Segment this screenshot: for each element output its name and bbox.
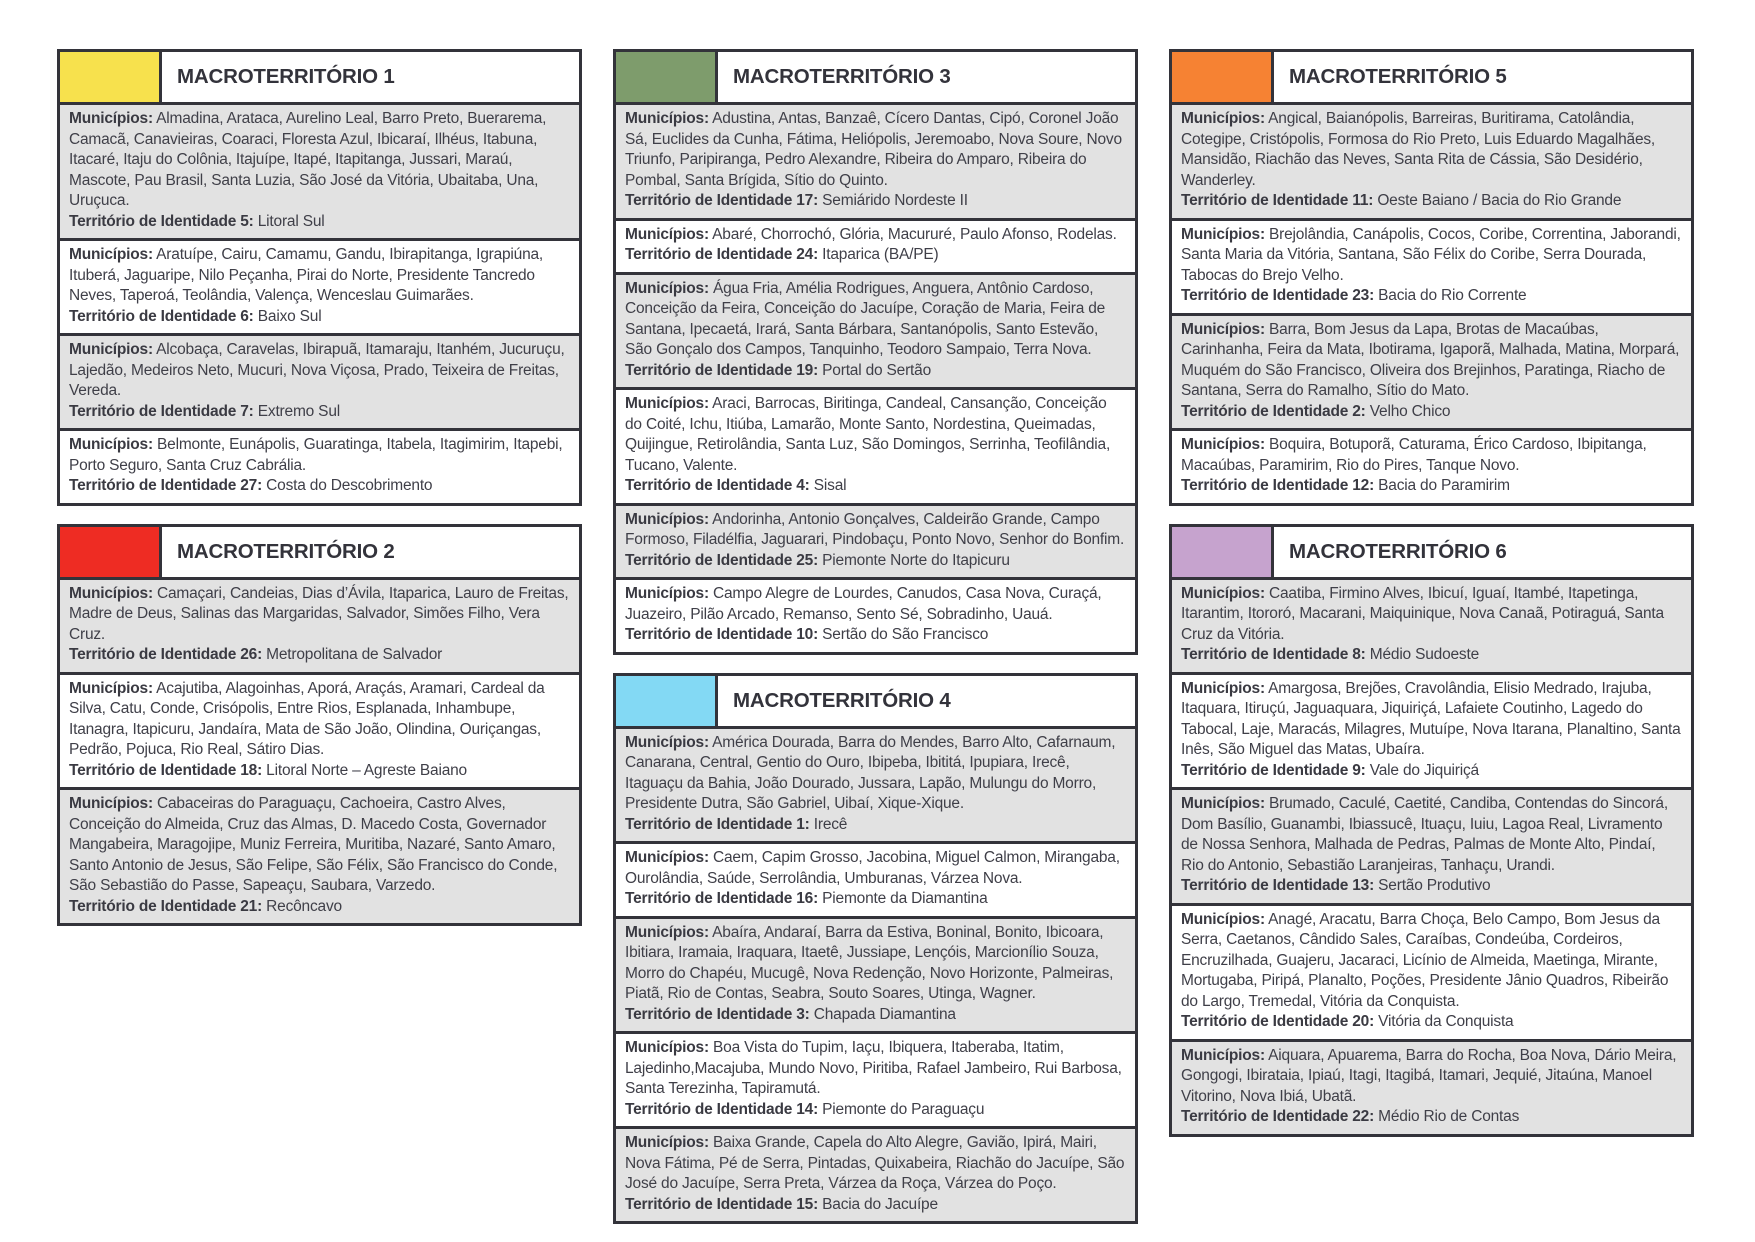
territorio-line <box>69 402 570 423</box>
macro-title: MACROTERRITÓRIO 1 <box>177 65 395 88</box>
municipios-line <box>1181 794 1682 876</box>
territorio-name: Médio Rio de Contas <box>1378 1108 1520 1125</box>
territorio-line <box>69 212 570 233</box>
territorio-label: Território de Identidade 20: <box>1181 1013 1375 1030</box>
territory-block <box>57 787 582 926</box>
municipios-list: Brejolândia, Canápolis, Cocos, Coribe, Correntina, Jaborandi, Santa Maria da Vitória, Santana, São Félix do Coribe, Serra Dourada, Tabocas do Brejo Velho. <box>1181 225 1681 284</box>
territorio-name: Baixo Sul <box>257 307 322 325</box>
territorio-name: Piemonte da Diamantina <box>822 890 988 907</box>
territorio-line <box>625 476 1126 497</box>
territorio-name: Semiárido Nordeste II <box>822 192 968 209</box>
territorio-name: Vale do Jiquiriçá <box>1369 761 1479 779</box>
territory-block <box>1169 428 1694 506</box>
color-swatch <box>613 673 718 729</box>
territorio-label: Território de Identidade 27: <box>69 477 263 494</box>
municipios-list: Campo Alegre de Lourdes, Canudos, Casa Nova, Curaçá, Juazeiro, Pilão Arcado, Remanso, Sento Sé, Sobradinho, Uauá. <box>625 585 1102 623</box>
municipios-line <box>625 584 1126 625</box>
municipios-list: Amargosa, Brejões, Cravolândia, Elisio Medrado, Irajuba, Itaquara, Itiruçú, Jaguaquara, Jiquiriçá, Lafaiete Coutinho, Lagedo do Tabocal, Laje, Maracás, Milagres, Mutuípe, Nova Itarana, Planaltino, Santa Inês, São Miguel das Matas, Ubaíra. <box>1181 679 1681 758</box>
municipios-label: Municípios: <box>1181 679 1265 697</box>
municipios-label: Municípios: <box>625 849 709 866</box>
macro-section-1 <box>57 49 582 506</box>
territorio-label: Território de Identidade 3: <box>625 1005 810 1023</box>
territorio-label: Território de Identidade 21: <box>69 897 263 915</box>
municipios-list: Aratuípe, Cairu, Camamu, Gandu, Ibirapitanga, Igrapiúna, Ituberá, Jaguaripe, Nilo Peçanha, Pirai do Norte, Presidente Tancredo Neves, Taperoá, Teolândia, Valença, Wenceslau Guimarães. <box>69 246 544 304</box>
territorio-line <box>625 551 1126 572</box>
territorio-name: Litoral Norte – Agreste Baiano <box>266 761 467 779</box>
territorio-name: Costa do Descobrimento <box>266 477 433 494</box>
municipios-label: Municípios: <box>1181 320 1265 338</box>
municipios-line <box>69 584 570 646</box>
municipios-label: Municípios: <box>1181 584 1265 602</box>
territorio-label: Território de Identidade 11: <box>1181 192 1374 209</box>
territorio-line <box>1181 476 1682 497</box>
macro-title: MACROTERRITÓRIO 2 <box>177 539 395 563</box>
territory-block <box>1169 577 1694 675</box>
territorio-label: Território de Identidade 5: <box>69 212 254 230</box>
municipios-list: Baixa Grande, Capela do Alto Alegre, Gavião, Ipirá, Mairi, Nova Fátima, Pé de Serra, Pintadas, Quixabeira, Riachão do Jacuípe, São José do Jacuípe, Serra Preta, Várzea da Roça, Várzea do Poço. <box>625 1134 1125 1192</box>
municipios-line <box>69 109 570 212</box>
territorio-name: Piemonte Norte do Itapicuru <box>822 551 1010 569</box>
territory-block <box>1169 1039 1694 1137</box>
territory-block <box>613 916 1138 1035</box>
municipios-list: Abaré, Chorrochó, Glória, Macururé, Paulo Afonso, Rodelas. <box>712 225 1117 243</box>
macro-section-3 <box>613 49 1138 655</box>
territorio-label: Território de Identidade 17: <box>625 192 819 209</box>
territorio-name: Velho Chico <box>1369 402 1451 420</box>
macro-header <box>613 673 1138 729</box>
municipios-label: Municípios: <box>69 584 153 602</box>
territorio-line <box>625 245 1126 266</box>
territorio-line <box>1181 402 1682 423</box>
territorio-name: Sertão Produtivo <box>1378 877 1491 894</box>
territorio-line <box>625 191 1126 212</box>
municipios-label: Municípios: <box>1181 110 1265 127</box>
territorio-line <box>625 1195 1126 1216</box>
municipios-list: América Dourada, Barra do Mendes, Barro Alto, Cafarnaum, Canarana, Central, Gentio do Ouro, Ibipeba, Ibititá, Ipupiara, Irecê, Itaguaçu da Bahia, João Dourado, Jussara, Lapão, Mulungu do Morro, Presidente Dutra, São Gabriel, Uibaí, Xique-Xique. <box>625 733 1116 812</box>
territory-block <box>1169 903 1694 1042</box>
municipios-label: Municípios: <box>1181 795 1265 812</box>
municipios-label: Municípios: <box>625 225 709 243</box>
territory-block <box>1169 218 1694 316</box>
municipios-line <box>1181 910 1682 1013</box>
territory-block <box>57 672 582 791</box>
municipios-line <box>1181 109 1682 191</box>
territory-block <box>613 218 1138 275</box>
territorio-name: Recôncavo <box>266 897 342 915</box>
macro-title-box <box>159 49 582 105</box>
municipios-label: Municípios: <box>69 246 153 263</box>
territorio-label: Território de Identidade 14: <box>625 1100 819 1118</box>
territorio-label: Território de Identidade 9: <box>1181 761 1366 779</box>
territorio-name: Sisal <box>813 477 847 494</box>
municipios-line <box>625 923 1126 1005</box>
municipios-label: Municípios: <box>69 795 153 812</box>
territorio-line <box>625 625 1126 646</box>
territory-block <box>57 333 582 431</box>
municipios-list: Caem, Capim Grosso, Jacobina, Miguel Calmon, Mirangaba, Ourolândia, Saúde, Serrolândia, Umburanas, Várzea Nova. <box>625 849 1120 887</box>
territorio-line <box>625 1100 1126 1121</box>
territory-block <box>1169 672 1694 791</box>
municipios-list: Andorinha, Antonio Gonçalves, Caldeirão Grande, Campo Formoso, Filadélfia, Jaguarari, Pindobaçu, Ponto Novo, Senhor do Bonfim. <box>625 510 1125 548</box>
territorio-name: Irecê <box>813 815 848 833</box>
municipios-label: Municípios: <box>1181 225 1265 243</box>
municipios-line <box>625 510 1126 551</box>
municipios-line <box>1181 225 1682 287</box>
municipios-label: Municípios: <box>69 679 153 697</box>
territorio-label: Território de Identidade 15: <box>625 1195 819 1213</box>
municipios-list: Abaíra, Andaraí, Barra da Estiva, Boninal, Bonito, Ibicoara, Ibitiara, Iramaia, Iraquara, Itaetê, Jussiape, Lençóis, Marcionílio Souza, Morro do Chapéu, Mucugê, Nova Redenção, Novo Horizonte, Palmeiras, Piatã, Rio de Contas, Seabra, Souto Soares, Utinga, Wagner. <box>625 923 1114 1002</box>
macro-title-box <box>159 524 582 580</box>
macro-section-6 <box>1169 524 1694 1137</box>
color-swatch <box>1169 524 1274 580</box>
territorio-line <box>1181 761 1682 782</box>
municipios-line <box>625 1133 1126 1195</box>
territorio-label: Território de Identidade 18: <box>69 761 263 779</box>
municipios-list: Água Fria, Amélia Rodrigues, Anguera, Antônio Cardoso, Conceição da Feira, Conceição do Jacuípe, Coração de Maria, Feira de Santana, Ipecaetá, Irará, Santa Bárbara, Santanópolis, Santo Estevão, São Gonçalo dos Campos, Tanquinho, Teodoro Sampaio, Terra Nova. <box>625 279 1106 358</box>
municipios-label: Municípios: <box>625 923 709 941</box>
macro-title-box <box>715 49 1138 105</box>
municipios-list: Almadina, Arataca, Aurelino Leal, Barro Preto, Buerarema, Camacã, Canavieiras, Coaraci, Floresta Azul, Ibicaraí, Ilhéus, Itabuna, Itacaré, Itaju do Colônia, Itajuípe, Itapé, Itapitanga, Jussari, Maraú, Mascote, Pau Brasil, Santa Luzia, São José da Vitória, Ubaitaba, Una, Uruçuca. <box>69 110 547 209</box>
territory-block <box>613 841 1138 919</box>
territory-block <box>1169 787 1694 906</box>
macro-header <box>57 524 582 580</box>
territorio-name: Extremo Sul <box>257 402 340 420</box>
territorio-name: Bacia do Jacuípe <box>822 1195 938 1213</box>
territorio-label: Território de Identidade 1: <box>625 815 810 833</box>
municipios-line <box>625 848 1126 889</box>
territory-block <box>57 238 582 336</box>
territorio-name: Oeste Baiano / Bacia do Rio Grande <box>1377 192 1622 209</box>
territorio-label: Território de Identidade 8: <box>1181 646 1366 663</box>
territorio-line <box>1181 645 1682 666</box>
municipios-line <box>625 225 1126 246</box>
macro-header <box>1169 49 1694 105</box>
municipios-list: Adustina, Antas, Banzaê, Cícero Dantas, Cipó, Coronel João Sá, Euclides da Cunha, Fátima, Heliópolis, Jeremoabo, Nova Soure, Novo Triunfo, Paripiranga, Pedro Alexandre, Ribeira do Amparo, Ribeira do Pombal, Santa Brígida, Sítio do Quinto. <box>625 110 1122 189</box>
municipios-list: Barra, Bom Jesus da Lapa, Brotas de Macaúbas, Carinhanha, Feira da Mata, Ibotirama, Igaporã, Malhada, Matina, Morpará, Muquém do São Francisco, Oliveira dos Brejinhos, Paratinga, Riacho de Santana, Serra do Ramalho, Sítio do Mato. <box>1181 320 1680 399</box>
territory-block <box>57 428 582 506</box>
municipios-label: Municípios: <box>625 279 709 297</box>
municipios-list: Alcobaça, Caravelas, Ibirapuã, Itamaraju, Itanhém, Jucuruçu, Lajedão, Medeiros Neto, Mucuri, Nova Viçosa, Prado, Teixeira de Freitas, Vereda. <box>69 341 565 399</box>
territory-block <box>613 1031 1138 1129</box>
territorio-name: Médio Sudoeste <box>1369 646 1479 663</box>
municipios-label: Municípios: <box>625 733 709 751</box>
column-3 <box>1169 49 1694 1155</box>
municipios-list: Belmonte, Eunápolis, Guaratinga, Itabela, Itagimirim, Itapebi, Porto Seguro, Santa Cruz Cabrália. <box>69 436 563 474</box>
territorio-line <box>69 307 570 328</box>
territorio-name: Bacia do Paramirim <box>1378 477 1510 494</box>
color-swatch <box>613 49 718 105</box>
territorio-label: Território de Identidade 4: <box>625 477 810 494</box>
municipios-list: Anagé, Aracatu, Barra Choça, Belo Campo, Bom Jesus da Serra, Caetanos, Cândido Sales, Caraíbas, Condeúba, Cordeiros, Encruzilhada, Guajeru, Jacaraci, Licínio de Almeida, Maetinga, Mirante, Mortugaba, Piripá, Planalto, Poções, Presidente Jânio Quadros, Ribeirão do Largo, Tremedal, Vitória da Conquista. <box>1181 910 1669 1010</box>
column-2 <box>613 49 1138 1242</box>
municipios-line <box>1181 320 1682 402</box>
territory-block <box>613 272 1138 391</box>
territorio-line <box>69 761 570 782</box>
territorio-name: Sertão do São Francisco <box>822 626 989 643</box>
territorio-label: Território de Identidade 22: <box>1181 1108 1375 1125</box>
territorio-name: Itaparica (BA/PE) <box>822 246 939 263</box>
municipios-line <box>69 340 570 402</box>
territorio-name: Litoral Sul <box>257 212 325 230</box>
municipios-label: Municípios: <box>625 395 709 412</box>
municipios-label: Municípios: <box>625 585 709 602</box>
territorio-label: Território de Identidade 26: <box>69 646 263 663</box>
territory-block <box>57 577 582 675</box>
columns <box>57 49 1755 1242</box>
municipios-line <box>1181 1046 1682 1108</box>
macro-title: MACROTERRITÓRIO 3 <box>733 65 951 88</box>
color-swatch <box>57 524 162 580</box>
municipios-list: Araci, Barrocas, Biritinga, Candeal, Cansanção, Conceição do Coité, Ichu, Itiúba, Lamarão, Monte Santo, Nordestina, Queimadas, Quijingue, Retirolândia, Santa Luz, São Domingos, Serrinha, Teofilândia, Tucano, Valente. <box>625 395 1111 474</box>
municipios-line <box>625 1038 1126 1100</box>
territorio-line <box>625 1005 1126 1026</box>
municipios-line <box>625 394 1126 476</box>
territorio-line <box>1181 1012 1682 1033</box>
macro-section-2 <box>57 524 582 927</box>
territory-block <box>613 503 1138 581</box>
territorio-label: Território de Identidade 12: <box>1181 477 1375 494</box>
territorio-label: Território de Identidade 13: <box>1181 877 1375 894</box>
color-swatch <box>57 49 162 105</box>
territory-block <box>613 577 1138 655</box>
macro-title: MACROTERRITÓRIO 6 <box>1289 539 1507 563</box>
municipios-list: Boquira, Botuporã, Caturama, Érico Cardoso, Ibipitanga, Macaúbas, Paramirim, Rio do Pires, Tanque Novo. <box>1181 436 1647 474</box>
municipios-label: Municípios: <box>69 110 153 127</box>
territorio-line <box>625 361 1126 382</box>
territorio-label: Território de Identidade 24: <box>625 246 819 263</box>
municipios-label: Municípios: <box>625 1134 709 1151</box>
territorio-label: Território de Identidade 23: <box>1181 287 1375 304</box>
territory-block <box>613 1126 1138 1224</box>
territorio-label: Território de Identidade 19: <box>625 361 819 379</box>
municipios-list: Aiquara, Apuarema, Barra do Rocha, Boa Nova, Dário Meira, Gongogi, Ibirataia, Ipiaú, Itagi, Itagibá, Itamari, Jequié, Jitaúna, Manoel Vitorino, Nova Ibiá, Ubatã. <box>1181 1046 1677 1105</box>
municipios-list: Angical, Baianópolis, Barreiras, Buritirama, Catolândia, Cotegipe, Cristópolis, Formosa do Rio Preto, Luis Eduardo Magalhães, Mansidão, Riachão das Neves, Santa Rita de Cássia, São Desidério, Wanderley. <box>1181 110 1656 189</box>
territorio-line <box>1181 876 1682 897</box>
territorio-label: Território de Identidade 16: <box>625 890 819 907</box>
territory-block <box>57 102 582 241</box>
municipios-list: Cabaceiras do Paraguaçu, Cachoeira, Castro Alves, Conceição do Almeida, Cruz das Almas, D. Macedo Costa, Governador Mangabeira, Maragojipe, Muniz Ferreira, Muritiba, Nazaré, Santo Amaro, Santo Antonio de Jesus, São Felipe, São Félix, São Francisco do Conde, São Sebastião do Passe, Sapeaçu, Saubara, Varzedo. <box>69 795 558 894</box>
municipios-label: Municípios: <box>1181 1046 1265 1064</box>
municipios-list: Camaçari, Candeias, Dias d’Ávila, Itaparica, Lauro de Freitas, Madre de Deus, Salinas das Margaridas, Salvador, Simões Filho, Vera Cruz. <box>69 584 569 643</box>
territorio-line <box>69 645 570 666</box>
territorio-label: Território de Identidade 10: <box>625 626 819 643</box>
municipios-label: Municípios: <box>1181 436 1265 453</box>
column-1 <box>57 49 582 944</box>
territorio-line <box>1181 1107 1682 1128</box>
macro-section-4 <box>613 673 1138 1225</box>
municipios-line <box>1181 435 1682 476</box>
municipios-line <box>1181 584 1682 646</box>
territorio-line <box>69 476 570 497</box>
territorio-line <box>69 897 570 918</box>
macro-header <box>57 49 582 105</box>
municipios-list: Boa Vista do Tupim, Iaçu, Ibiquera, Itaberaba, Itatim, Lajedinho,Macajuba, Mundo Novo, Piritiba, Rafael Jambeiro, Rui Barbosa, Santa Terezinha, Tapiramutá. <box>625 1039 1122 1097</box>
municipios-list: Acajutiba, Alagoinhas, Aporá, Araçás, Aramari, Cardeal da Silva, Catu, Conde, Crisópolis, Entre Rios, Esplanada, Inhambupe, Itanagra, Itapicuru, Jandaíra, Mata de São João, Olindina, Ouriçangas, Pedrão, Pojuca, Rio Real, Sátiro Dias. <box>69 679 545 758</box>
territorio-name: Metropolitana de Salvador <box>266 646 443 663</box>
territorio-line <box>1181 286 1682 307</box>
municipios-list: Brumado, Caculé, Caetité, Candiba, Contendas do Sincorá, Dom Basílio, Guanambi, Ibiassucê, Ituaçu, Iuiu, Lagoa Real, Livramento de Nossa Senhora, Malhada de Pedras, Palmas de Monte Alto, Pindaí, Rio do Antonio, Sebastião Laranjeiras, Tanhaçu, Urandi. <box>1181 795 1668 874</box>
territorio-name: Chapada Diamantina <box>813 1005 956 1023</box>
municipios-label: Municípios: <box>1181 910 1265 928</box>
macro-title: MACROTERRITÓRIO 5 <box>1289 65 1507 88</box>
municipios-line <box>69 794 570 897</box>
municipios-label: Municípios: <box>625 110 709 127</box>
municipios-line <box>69 679 570 761</box>
macro-header <box>613 49 1138 105</box>
municipios-label: Municípios: <box>625 1039 709 1056</box>
territory-block <box>1169 102 1694 221</box>
municipios-line <box>625 279 1126 361</box>
territorio-name: Vitória da Conquista <box>1378 1013 1514 1030</box>
municipios-line <box>625 733 1126 815</box>
municipios-label: Municípios: <box>69 341 153 358</box>
territorio-line <box>625 889 1126 910</box>
territorio-label: Território de Identidade 6: <box>69 307 254 325</box>
territory-block <box>613 102 1138 221</box>
municipios-label: Municípios: <box>625 510 709 528</box>
territory-block <box>613 726 1138 845</box>
municipios-line <box>69 435 570 476</box>
territorio-name: Portal do Sertão <box>822 361 931 379</box>
macro-title: MACROTERRITÓRIO 4 <box>733 688 951 712</box>
municipios-list: Caatiba, Firmino Alves, Ibicuí, Iguaí, Itambé, Itapetinga, Itarantim, Itororó, Macarani, Maiquinique, Nova Canaã, Potiraguá, Santa Cruz da Vitória. <box>1181 584 1664 643</box>
macro-header <box>1169 524 1694 580</box>
territory-block <box>613 387 1138 506</box>
macro-title-box <box>1271 49 1694 105</box>
territorio-name: Piemonte do Paraguaçu <box>822 1100 985 1118</box>
municipios-line <box>625 109 1126 191</box>
municipios-line <box>69 245 570 307</box>
territorio-label: Território de Identidade 2: <box>1181 402 1366 420</box>
territory-block <box>1169 313 1694 432</box>
municipios-label: Municípios: <box>69 436 153 453</box>
macro-section-5 <box>1169 49 1694 506</box>
color-swatch <box>1169 49 1274 105</box>
territorio-label: Território de Identidade 25: <box>625 551 819 569</box>
territorio-line <box>625 815 1126 836</box>
territorio-label: Território de Identidade 7: <box>69 402 254 420</box>
macro-title-box <box>715 673 1138 729</box>
territorio-line <box>1181 191 1682 212</box>
macro-title-box <box>1271 524 1694 580</box>
municipios-line <box>1181 679 1682 761</box>
territorio-name: Bacia do Rio Corrente <box>1378 287 1527 304</box>
